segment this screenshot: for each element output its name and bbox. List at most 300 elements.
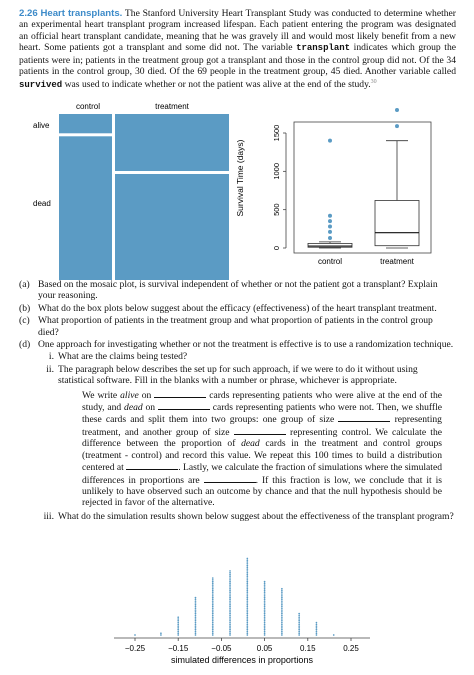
question-b-label: (b) xyxy=(19,302,31,314)
dotplot-xlabel: simulated differences in proportions xyxy=(171,655,313,665)
question-d xyxy=(19,339,456,522)
question-d-iii-label: iii. xyxy=(43,510,54,522)
dotplot-tick-label: 0.05 xyxy=(256,644,273,653)
mosaic-cell-treatment-dead xyxy=(115,174,229,280)
question-d-ii-label: ii. xyxy=(46,363,54,375)
para-text-3: cards representing patients who were alive at the end of the study, and xyxy=(82,389,442,414)
boxplot-ticks xyxy=(272,125,286,250)
dotplot-dot xyxy=(195,616,197,618)
dotplot-dot xyxy=(316,634,318,636)
dotplot-dot xyxy=(264,631,266,633)
question-d-i-label: i. xyxy=(48,351,54,363)
dotplot-dot xyxy=(298,615,300,617)
dotplot-dot xyxy=(229,606,231,608)
dotplot-dot xyxy=(212,618,214,620)
boxplot-tick-label: 1000 xyxy=(272,162,281,180)
dotplot-dot xyxy=(229,570,231,572)
dotplot-dot xyxy=(298,620,300,622)
boxplot-outlier xyxy=(328,214,332,218)
boxplot-outlier xyxy=(395,108,399,112)
boxplot-tick-label: 500 xyxy=(272,203,281,216)
dotplot-dot xyxy=(281,602,283,604)
dotplot-dot xyxy=(264,609,266,611)
dotplot-dot xyxy=(281,588,283,590)
blank-6[interactable] xyxy=(204,474,256,483)
dotplot-dot xyxy=(212,629,214,631)
boxplot-box xyxy=(375,200,419,245)
question-d-iii-text: What do the simulation results shown below suggest about the effectiveness of the transplant program? xyxy=(58,510,454,522)
boxplot-outlier xyxy=(328,236,332,240)
dotplot-dot xyxy=(212,620,214,622)
para-text-6: representing treatment, and another group of size xyxy=(82,414,442,438)
dotplot-dot xyxy=(246,625,248,627)
dotplot-dot xyxy=(246,604,248,606)
dotplot-dot xyxy=(160,634,162,636)
para-dead: dead xyxy=(124,402,143,414)
dotplot-dot xyxy=(195,632,197,634)
dotplot-dot xyxy=(177,625,179,627)
para-dead-2: dead xyxy=(241,438,260,450)
dotplot-dot xyxy=(281,629,283,631)
dotplot-dot xyxy=(195,613,197,615)
dotplot-dot xyxy=(229,599,231,601)
dotplot-dot xyxy=(177,632,179,634)
dotplot-dot xyxy=(246,574,248,576)
dotplot-dot xyxy=(316,623,318,625)
dotplot-dot xyxy=(212,627,214,629)
dotplot-dot xyxy=(316,632,318,634)
question-d-ii-text: The paragraph below describes the set up for such approach, if we were to do it without using statistical software. Fill in the blanks with a number or phrase, whichever is appropriate. xyxy=(58,363,418,387)
dotplot-dot xyxy=(195,604,197,606)
dotplot-dot xyxy=(212,632,214,634)
question-a-label: (a) xyxy=(19,279,30,290)
dotplot-dot xyxy=(246,558,248,560)
boxplot-outlier xyxy=(328,219,332,223)
para-text-1: We write xyxy=(82,389,118,401)
dotplot-dot xyxy=(229,616,231,618)
dotplot-dot xyxy=(246,583,248,585)
dotplot-dot xyxy=(298,613,300,615)
question-d-label: (d) xyxy=(19,339,31,351)
mosaic-cell-control-alive xyxy=(59,114,112,133)
dotplot-dot xyxy=(264,602,266,604)
dotplot-dot xyxy=(281,606,283,608)
dotplot-dot xyxy=(212,583,214,585)
dotplot-dot xyxy=(177,616,179,618)
dotplot-dot xyxy=(298,616,300,618)
fill-in-paragraph xyxy=(58,389,456,509)
para-text-7: representing control. We calculate the difference between the proportion of xyxy=(82,426,443,450)
dotplot-dot xyxy=(212,622,214,624)
para-text-8: cards in the treatment and control groups (treatment - control) and record this value. We repeat this 100 times to build a distribution centered at xyxy=(82,438,442,474)
dotplot-dot xyxy=(264,599,266,601)
questions xyxy=(19,279,456,523)
figures xyxy=(0,100,474,280)
boxplot-outlier xyxy=(328,225,332,229)
dotplot-dot xyxy=(246,606,248,608)
dotplot-dot xyxy=(281,613,283,615)
mosaic-row-label-dead: dead xyxy=(33,199,51,208)
dotplot-dot xyxy=(246,599,248,601)
question-d-i xyxy=(38,351,456,362)
dotplot-dot xyxy=(298,618,300,620)
dotplot-dot xyxy=(229,579,231,581)
para-text-5: cards representing patients who were not. Then, we shuffle these cards and split them into two groups: one group of size xyxy=(82,402,443,426)
question-a xyxy=(19,279,456,302)
dotplot-dot xyxy=(212,600,214,602)
mosaic-cell-control-dead xyxy=(59,136,112,280)
exercise-title: Heart transplants. xyxy=(40,8,123,19)
question-d-text: One approach for investigating whether or not the treatment is effective is to use a randomization technique. xyxy=(38,339,454,351)
blank-3[interactable] xyxy=(338,413,390,422)
dotplot-dot xyxy=(212,631,214,633)
boxplot-outlier xyxy=(328,139,332,143)
question-d-iii xyxy=(38,511,456,522)
dotplot-dot xyxy=(246,581,248,583)
dotplot-dot xyxy=(264,607,266,609)
dotplot-dot xyxy=(229,627,231,629)
dotplot-dot xyxy=(246,565,248,567)
dotplot-dot xyxy=(212,599,214,601)
dotplot-dot xyxy=(212,616,214,618)
dotplot-dot xyxy=(316,622,318,624)
dotplot-dot xyxy=(264,604,266,606)
dotplot-dot xyxy=(246,593,248,595)
dotplot-dot xyxy=(229,577,231,579)
dotplot-dot xyxy=(212,606,214,608)
dotplot-dot xyxy=(281,593,283,595)
dotplot-dot xyxy=(229,625,231,627)
dotplot-dot xyxy=(229,572,231,574)
dotplot-dot xyxy=(229,581,231,583)
dotplot-dot xyxy=(281,609,283,611)
dotplot-dot xyxy=(212,611,214,613)
dotplot-dot xyxy=(246,622,248,624)
dotplot-tick-label: −0.25 xyxy=(124,644,146,653)
mosaic-cell-treatment-alive xyxy=(115,114,229,171)
variable-survived: survived xyxy=(19,80,63,91)
dotplot-dot xyxy=(281,595,283,597)
dotplot-dot xyxy=(316,627,318,629)
dotplot-dot xyxy=(134,634,136,636)
dotplot-dot xyxy=(264,634,266,636)
dotplot-dot xyxy=(212,609,214,611)
dotplot-dot xyxy=(264,581,266,583)
dotplot-dot xyxy=(246,623,248,625)
dotplot-dot xyxy=(264,613,266,615)
dotplot-dot xyxy=(177,629,179,631)
boxplot-boxes xyxy=(308,108,419,248)
dotplot-dot xyxy=(195,599,197,601)
question-c-text: What proportion of patients in the treatment group and what proportion of patients in the control group died? xyxy=(38,315,433,338)
dotplot-dot xyxy=(246,634,248,636)
dotplot-dot xyxy=(229,607,231,609)
dotplot-dot xyxy=(281,600,283,602)
dotplot-dot xyxy=(264,584,266,586)
dotplot-dot xyxy=(229,618,231,620)
dotplot-dot xyxy=(212,615,214,617)
blank-4[interactable] xyxy=(234,426,286,435)
dotplot-dot xyxy=(246,627,248,629)
dotplot-dot xyxy=(246,616,248,618)
dotplot-dot xyxy=(212,591,214,593)
dotplot-dot xyxy=(298,629,300,631)
dotplot-dot xyxy=(316,629,318,631)
mosaic-plot xyxy=(33,102,229,280)
dotplot-dot xyxy=(229,602,231,604)
dotplot-dot xyxy=(264,627,266,629)
dotplot-dot xyxy=(281,597,283,599)
dotplot-dot xyxy=(229,595,231,597)
dotplot-dot xyxy=(229,597,231,599)
dotplot-dot xyxy=(195,627,197,629)
dotplot-dot xyxy=(264,629,266,631)
dotplot-dot xyxy=(229,632,231,634)
dotplot-dot xyxy=(264,618,266,620)
boxplot-tick-label: 0 xyxy=(272,245,281,251)
dotplot-dot xyxy=(195,631,197,633)
boxplot-tick-label: 1500 xyxy=(272,124,281,142)
mosaic-col-label-treatment: treatment xyxy=(155,102,189,111)
dotplot-dot xyxy=(246,588,248,590)
dotplot-dot xyxy=(246,567,248,569)
dotplot-dot xyxy=(264,615,266,617)
dotplot-dot xyxy=(246,591,248,593)
dotplot-dot xyxy=(229,611,231,613)
dotplot-dot xyxy=(246,600,248,602)
dotplot-dot xyxy=(229,615,231,617)
dotplot-dot xyxy=(229,623,231,625)
dotplot-dot xyxy=(229,609,231,611)
dotplot-dot xyxy=(246,632,248,634)
dotplot-dot xyxy=(212,595,214,597)
dotplot-dot xyxy=(281,615,283,617)
dotplot-dot xyxy=(246,602,248,604)
dotplot-dot xyxy=(246,609,248,611)
dotplot-dot xyxy=(195,625,197,627)
dotplot-dot xyxy=(281,622,283,624)
dotplot-dot xyxy=(195,611,197,613)
question-c xyxy=(19,315,456,338)
boxplot-group-treatment: treatment xyxy=(380,257,414,266)
dotplot-dot xyxy=(229,604,231,606)
dotplot-dot xyxy=(177,623,179,625)
dotplot-dot xyxy=(281,627,283,629)
dotplot-dot xyxy=(264,611,266,613)
dotplot-dot xyxy=(229,600,231,602)
dotplot-dot xyxy=(246,579,248,581)
dotplot-dots xyxy=(134,558,334,636)
dotplot-dot xyxy=(281,625,283,627)
dotplot-dot xyxy=(281,616,283,618)
dotplot-dot xyxy=(229,620,231,622)
dotplot-dot xyxy=(264,632,266,634)
question-c-label: (c) xyxy=(19,315,30,327)
dotplot-dot xyxy=(246,629,248,631)
boxplot-outlier xyxy=(328,230,332,234)
dotplot-dot xyxy=(246,618,248,620)
dotplot-dot xyxy=(298,627,300,629)
dotplot-dot xyxy=(246,620,248,622)
dotplot-ticks xyxy=(125,638,359,653)
dotplot-dot xyxy=(264,588,266,590)
question-b xyxy=(19,303,456,314)
dotplot-dot xyxy=(195,615,197,617)
dotplot-dot xyxy=(264,591,266,593)
boxplot-ylabel: Survival Time (days) xyxy=(235,139,245,217)
para-text-4: on xyxy=(145,402,156,414)
boxplot-outlier xyxy=(395,124,399,128)
box-plot xyxy=(235,108,431,266)
dotplot-dot xyxy=(195,622,197,624)
dotplot-dot xyxy=(281,607,283,609)
dotplot-dot xyxy=(246,613,248,615)
dotplot-dot xyxy=(264,616,266,618)
dotplot-dot xyxy=(195,623,197,625)
dotplot-dot xyxy=(229,591,231,593)
dotplot-dot xyxy=(177,627,179,629)
dotplot-dot xyxy=(195,597,197,599)
dotplot-dot xyxy=(229,588,231,590)
dotplot-dot xyxy=(298,632,300,634)
dotplot-dot xyxy=(177,634,179,636)
dotplot-dot xyxy=(281,632,283,634)
dotplot-dot xyxy=(316,625,318,627)
dotplot-dot xyxy=(281,599,283,601)
dotplot-dot xyxy=(246,575,248,577)
dot-plot xyxy=(0,555,474,670)
dotplot-dot xyxy=(195,600,197,602)
dotplot-dot xyxy=(212,613,214,615)
para-text-10: . If this fraction is low, we conclude that it is unlikely to have observed such an outcome by chance and that the null hypothesis should be rejected in favor of the alternative. xyxy=(82,474,442,509)
dotplot-dot xyxy=(316,631,318,633)
boxplot-group-control: control xyxy=(317,257,343,266)
question-d-i-text: What are the claims being tested? xyxy=(58,351,188,363)
intro-text-3: was used to indicate whether or not the patient was alive at the end of the study. xyxy=(64,79,371,91)
dotplot-dot xyxy=(264,597,266,599)
dotplot-dot xyxy=(246,607,248,609)
para-text-9: . Lastly, we calculate the fraction of simulations where the simulated differences in proportions are xyxy=(82,462,443,486)
dotplot-dot xyxy=(229,622,231,624)
mosaic-col-label-control: control xyxy=(75,102,101,111)
question-d-ii xyxy=(38,364,456,509)
dotplot-dot xyxy=(281,620,283,622)
dotplot-dot xyxy=(246,561,248,563)
dotplot-dot xyxy=(195,618,197,620)
dotplot-dot xyxy=(246,572,248,574)
dotplot-tick-label: −0.15 xyxy=(168,644,189,653)
question-b-text: What do the box plots below suggest about the efficacy (effectiveness) of the heart transplant treatment. xyxy=(38,302,437,314)
dotplot-dot xyxy=(281,631,283,633)
dotplot-dot xyxy=(212,588,214,590)
variable-transplant: transplant xyxy=(296,43,351,54)
dotplot-dot xyxy=(229,584,231,586)
dotplot-dot xyxy=(264,595,266,597)
dotplot-dot xyxy=(281,604,283,606)
dotplot-dot xyxy=(246,615,248,617)
dotplot-dot xyxy=(212,602,214,604)
dotplot-dot xyxy=(298,634,300,636)
intro-text-2: indicates which group the patients were in; patients in the treatment group got a transplant and those in the control group did not. Of the 34 patients in the control group, 30 died. Of the 69 people in the treatment group, 45 died. Another variable called xyxy=(19,42,457,78)
dotplot-dot xyxy=(281,618,283,620)
dotplot-dot xyxy=(298,625,300,627)
dotplot-dot xyxy=(281,590,283,592)
dotplot-dot xyxy=(177,622,179,624)
dotplot-dot xyxy=(333,634,335,636)
dotplot-dot xyxy=(264,620,266,622)
dotplot-dot xyxy=(281,611,283,613)
dotplot-dot xyxy=(246,611,248,613)
dotplot-dot xyxy=(212,607,214,609)
exercise-number: 2.26 xyxy=(19,8,38,19)
dotplot-dot xyxy=(195,634,197,636)
dotplot-dot xyxy=(298,631,300,633)
dotplot-dot xyxy=(264,593,266,595)
dotplot-dot xyxy=(177,620,179,622)
dotplot-dot xyxy=(264,625,266,627)
dotplot-dot xyxy=(212,593,214,595)
dotplot-dot xyxy=(246,559,248,561)
dotplot-dot xyxy=(212,586,214,588)
blank-2[interactable] xyxy=(158,401,210,410)
dotplot-dot xyxy=(229,593,231,595)
dotplot-dot xyxy=(177,631,179,633)
dotplot-dot xyxy=(195,609,197,611)
dotplot-dot xyxy=(212,597,214,599)
dotplot-dot xyxy=(298,623,300,625)
dotplot-dot xyxy=(229,583,231,585)
dotplot-dot xyxy=(246,577,248,579)
dotplot-dot xyxy=(246,595,248,597)
para-alive: alive xyxy=(120,389,139,401)
dotplot-dot xyxy=(212,623,214,625)
dotplot-dot xyxy=(212,579,214,581)
dotplot-dot xyxy=(229,629,231,631)
dotplot-dot xyxy=(246,568,248,570)
exercise-intro xyxy=(19,8,456,92)
dotplot-dot xyxy=(264,590,266,592)
dotplot-dot xyxy=(264,586,266,588)
dotplot-dot xyxy=(264,622,266,624)
dotplot-dot xyxy=(212,577,214,579)
dotplot-tick-label: −0.05 xyxy=(211,644,232,653)
dotplot-dot xyxy=(246,563,248,565)
dotplot-dot xyxy=(281,634,283,636)
dotplot-dot xyxy=(298,622,300,624)
dotplot-dot xyxy=(229,575,231,577)
blank-5[interactable] xyxy=(126,461,178,470)
dotplot-dot xyxy=(229,574,231,576)
dotplot-dot xyxy=(264,623,266,625)
dotplot-dot xyxy=(264,606,266,608)
dotplot-dot xyxy=(246,597,248,599)
dotplot-dot xyxy=(229,613,231,615)
dotplot-dot xyxy=(246,584,248,586)
mosaic-row-label-alive: alive xyxy=(33,121,50,130)
dotplot-dot xyxy=(229,631,231,633)
dotplot-dot xyxy=(229,586,231,588)
dotplot-dot xyxy=(195,607,197,609)
dotplot-dot xyxy=(195,620,197,622)
dotplot-dot xyxy=(264,600,266,602)
dotplot-dot xyxy=(195,602,197,604)
dotplot-dot xyxy=(212,584,214,586)
dotplot-dot xyxy=(229,590,231,592)
dotplot-dot xyxy=(212,634,214,636)
dotplot-dot xyxy=(264,583,266,585)
intro-text-1: The Stanford University Heart Transplant Study was conducted to determine whether an experimental heart transplant program increased lifespan. Each patient entering the program was designated an official heart transplant candidate, meaning that he was gravely ill and would most likely benefit from a new heart. Some patients got a transplant and some did not. The variable xyxy=(19,8,457,54)
blank-1[interactable] xyxy=(154,389,206,398)
